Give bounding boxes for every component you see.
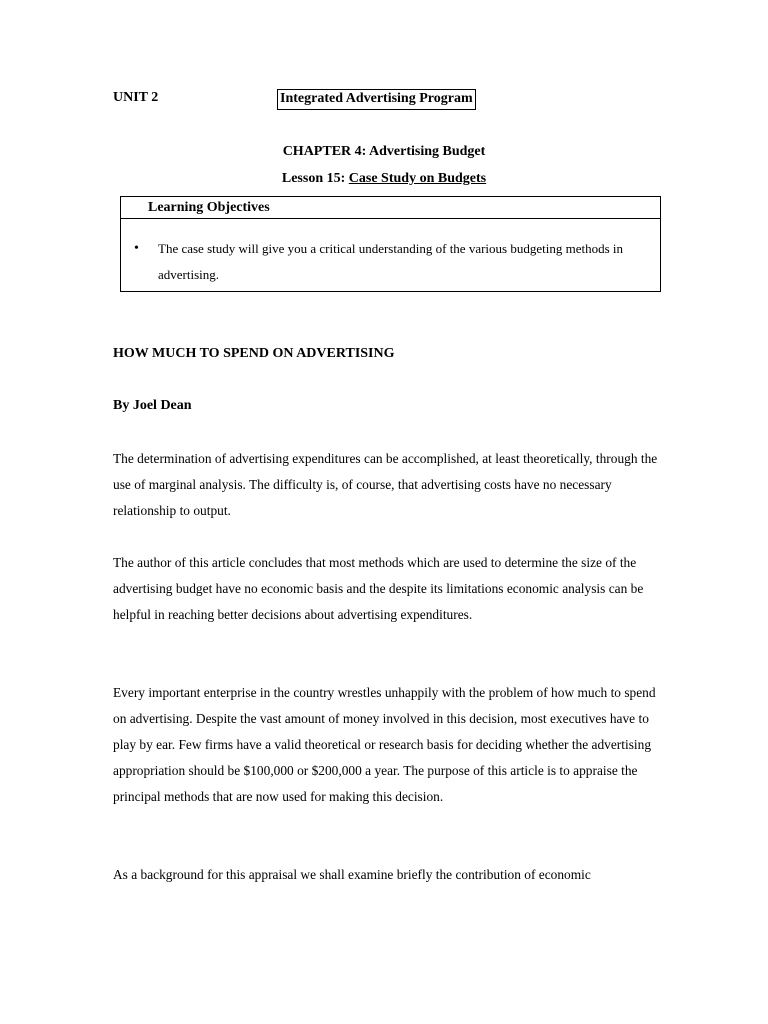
lesson-title	[0, 171, 768, 187]
learning-objectives-list	[121, 219, 660, 288]
paragraph: The author of this article concludes that most methods which are used to determine the size of the advertising budget have no economic basis and the despite its limitations economic analysis can be helpful in reaching better decisions about advertising expenditures.	[113, 555, 644, 622]
paragraph: The determination of advertising expenditures can be accomplished, at least theoretically, through the use of marginal analysis. The difficulty is, of course, that advertising costs have no necessary relationship to output.	[113, 451, 658, 518]
learning-objectives-box	[120, 196, 661, 292]
lesson-name: Case Study on Budgets	[348, 171, 487, 186]
chapter-title: CHAPTER 4: Advertising Budget	[282, 144, 486, 159]
lesson-prefix: Lesson 15:	[281, 171, 346, 186]
unit-label: UNIT 2	[113, 90, 159, 105]
objective-text: The case study will give you a critical understanding of the various budgeting methods in advertising.	[158, 241, 624, 282]
unit-title: Integrated Advertising Program	[277, 89, 476, 110]
article-author: By Joel Dean	[113, 398, 192, 413]
paragraph: As a background for this appraisal we shall examine briefly the contribution of economic	[113, 867, 591, 882]
bullet-icon: •	[134, 241, 139, 256]
objective-item	[121, 236, 660, 288]
learning-objectives-heading: Learning Objectives	[121, 197, 660, 219]
article-title: HOW MUCH TO SPEND ON ADVERTISING	[113, 346, 395, 361]
paragraph: Every important enterprise in the country wrestles unhappily with the problem of how much to spend on advertising. Despite the vast amount of money involved in this decision, most executives have to play by ear. Few firms have a valid theoretical or research basis for deciding whether the advertising appropriation should be $100,000 or $200,000 a year. The purpose of this article is to appraise the principal methods that are now used for making this decision.	[113, 685, 656, 804]
